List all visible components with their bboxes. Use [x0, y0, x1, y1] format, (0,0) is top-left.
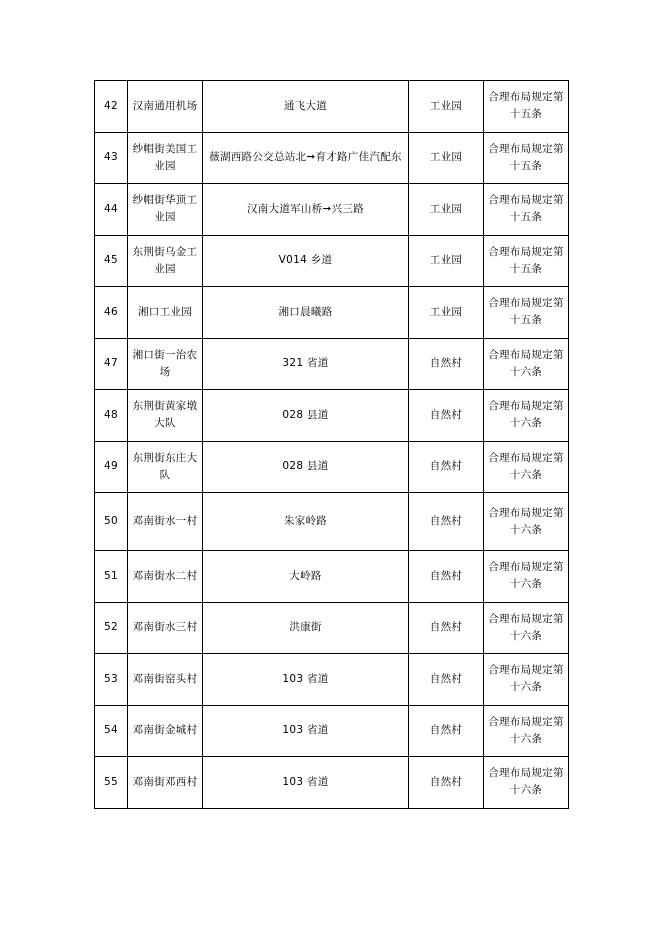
road-cell: 103 省道	[203, 654, 409, 706]
location-cell: 湘口工业园	[128, 287, 203, 339]
type-cell: 自然村	[409, 551, 484, 603]
rule-cell: 合理布局规定第十五条	[484, 287, 569, 339]
location-cell: 东荆街东庄大队	[128, 441, 203, 493]
type-cell: 自然村	[409, 705, 484, 757]
table-row	[95, 235, 569, 287]
records-table	[94, 80, 569, 809]
rule-cell: 合理布局规定第十六条	[484, 551, 569, 603]
type-cell: 工业园	[409, 287, 484, 339]
rule-cell: 合理布局规定第十五条	[484, 81, 569, 133]
row-number: 49	[95, 441, 128, 493]
table-row	[95, 390, 569, 442]
rule-cell: 合理布局规定第十六条	[484, 757, 569, 809]
rule-cell: 合理布局规定第十六条	[484, 705, 569, 757]
row-number: 53	[95, 654, 128, 706]
row-number: 43	[95, 132, 128, 184]
location-cell: 邓南街水一村	[128, 493, 203, 551]
row-number: 51	[95, 551, 128, 603]
location-cell: 邓南街邓西村	[128, 757, 203, 809]
road-cell: 薇湖西路公交总站北➞育才路广佳汽配东	[203, 132, 409, 184]
rule-cell: 合理布局规定第十六条	[484, 390, 569, 442]
location-cell: 东荆街乌金工业园	[128, 235, 203, 287]
road-cell: 321 省道	[203, 338, 409, 390]
type-cell: 工业园	[409, 81, 484, 133]
location-cell: 邓南街水三村	[128, 602, 203, 654]
type-cell: 工业园	[409, 235, 484, 287]
location-cell: 邓南街金城村	[128, 705, 203, 757]
row-number: 54	[95, 705, 128, 757]
table-row	[95, 81, 569, 133]
rule-cell: 合理布局规定第十六条	[484, 654, 569, 706]
row-number: 42	[95, 81, 128, 133]
location-cell: 纱帽街美国工业园	[128, 132, 203, 184]
location-cell: 邓南街水二村	[128, 551, 203, 603]
rule-cell: 合理布局规定第十五条	[484, 184, 569, 236]
row-number: 55	[95, 757, 128, 809]
location-cell: 邓南街窑头村	[128, 654, 203, 706]
location-cell: 汉南通用机场	[128, 81, 203, 133]
road-cell: 大岭路	[203, 551, 409, 603]
table-row	[95, 705, 569, 757]
table-row	[95, 757, 569, 809]
road-cell: 湘口晨曦路	[203, 287, 409, 339]
rule-cell: 合理布局规定第十六条	[484, 493, 569, 551]
row-number: 46	[95, 287, 128, 339]
type-cell: 自然村	[409, 441, 484, 493]
type-cell: 自然村	[409, 654, 484, 706]
row-number: 45	[95, 235, 128, 287]
table-row	[95, 132, 569, 184]
rule-cell: 合理布局规定第十六条	[484, 602, 569, 654]
location-cell: 湘口街一治农场	[128, 338, 203, 390]
road-cell: V014 乡道	[203, 235, 409, 287]
road-cell: 通飞大道	[203, 81, 409, 133]
location-cell: 东荆街黄家墩大队	[128, 390, 203, 442]
rule-cell: 合理布局规定第十六条	[484, 338, 569, 390]
table-row	[95, 493, 569, 551]
road-cell: 028 县道	[203, 390, 409, 442]
table-row	[95, 602, 569, 654]
row-number: 50	[95, 493, 128, 551]
table-row	[95, 338, 569, 390]
type-cell: 自然村	[409, 757, 484, 809]
road-cell: 028 县道	[203, 441, 409, 493]
type-cell: 工业园	[409, 132, 484, 184]
road-cell: 103 省道	[203, 705, 409, 757]
type-cell: 自然村	[409, 390, 484, 442]
road-cell: 朱家岭路	[203, 493, 409, 551]
row-number: 44	[95, 184, 128, 236]
road-cell: 103 省道	[203, 757, 409, 809]
rule-cell: 合理布局规定第十五条	[484, 132, 569, 184]
rule-cell: 合理布局规定第十五条	[484, 235, 569, 287]
table-row	[95, 287, 569, 339]
type-cell: 工业园	[409, 184, 484, 236]
rule-cell: 合理布局规定第十六条	[484, 441, 569, 493]
location-cell: 纱帽街华顶工业园	[128, 184, 203, 236]
table-row	[95, 441, 569, 493]
type-cell: 自然村	[409, 493, 484, 551]
row-number: 52	[95, 602, 128, 654]
type-cell: 自然村	[409, 338, 484, 390]
table-row	[95, 654, 569, 706]
row-number: 48	[95, 390, 128, 442]
table-row	[95, 184, 569, 236]
row-number: 47	[95, 338, 128, 390]
road-cell: 汉南大道军山桥➞兴三路	[203, 184, 409, 236]
road-cell: 洪康街	[203, 602, 409, 654]
table-row	[95, 551, 569, 603]
type-cell: 自然村	[409, 602, 484, 654]
